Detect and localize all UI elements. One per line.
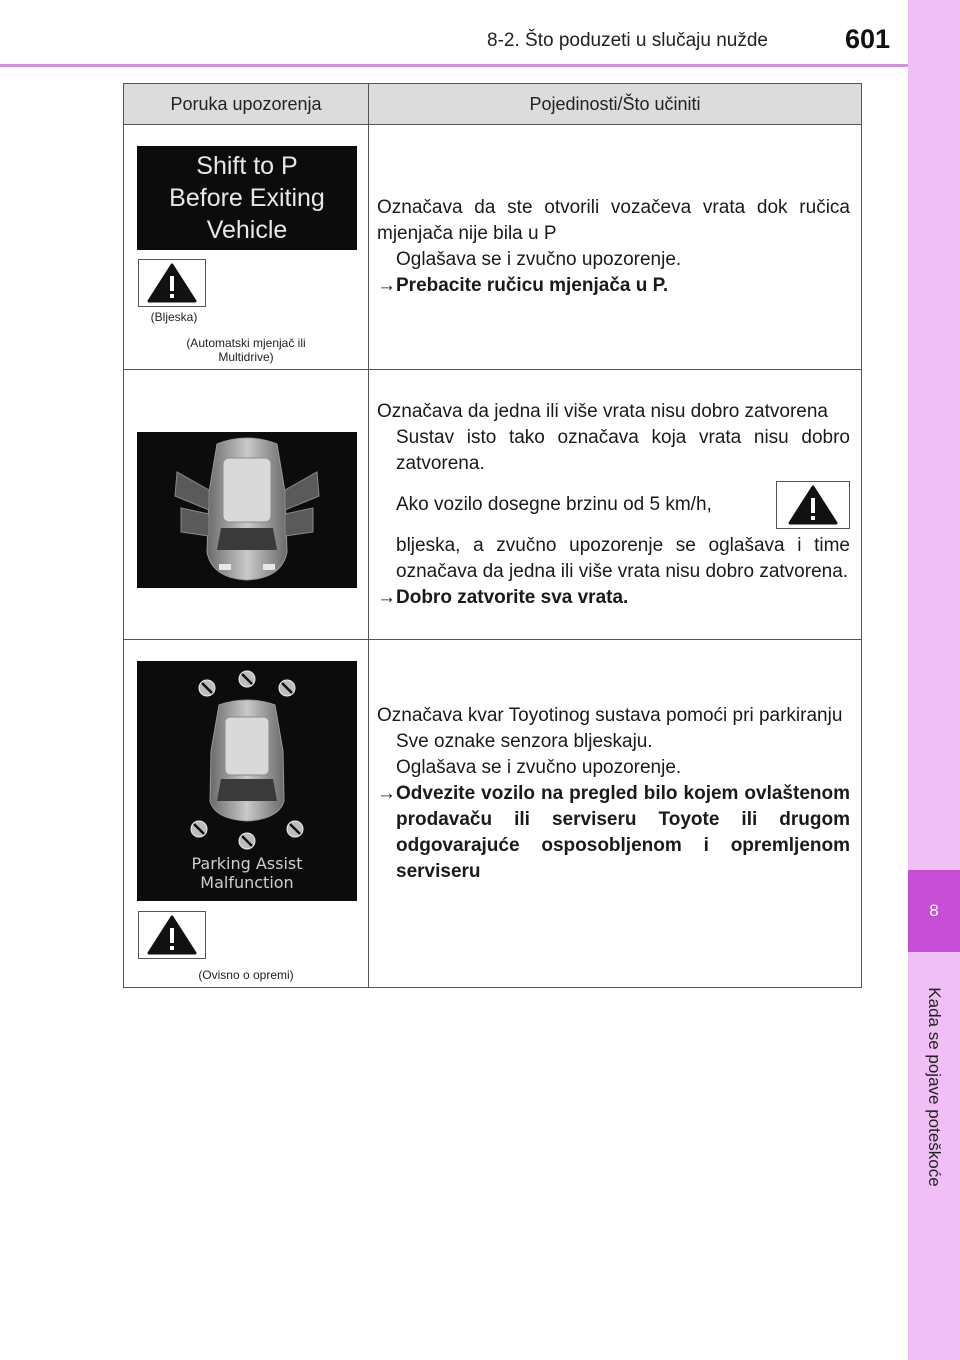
note-text: Oglašava se i zvučno upozorenje. — [396, 756, 682, 778]
description-text: Označava da ste otvorili vozačeva vrata dok ručica mjenjača nije bila u P — [377, 197, 850, 244]
details-cell — [369, 370, 861, 639]
condition-caption: (Automatski mjenjač ili Multidrive) — [186, 336, 306, 364]
action-text: Prebacite ručicu mjenjača u P. — [396, 275, 669, 296]
display-line: Parking Assist — [191, 854, 303, 873]
note-text: Sustav isto tako označava koja vrata nisu dobro zatvorena. — [396, 426, 850, 474]
speed-note-line — [377, 481, 850, 529]
column-header-message: Poruka upozorenja — [124, 84, 369, 124]
note-text: Ako vozilo dosegne brzinu od 5 km/h, — [396, 493, 712, 515]
warning-triangle-icon — [787, 484, 839, 526]
header-divider — [0, 64, 908, 67]
table-row — [124, 125, 861, 370]
table-header-row — [124, 84, 861, 125]
warning-message-table — [123, 83, 862, 988]
description-text: Označava kvar Toyotinog sustava pomoći pri parkiranju — [377, 704, 843, 726]
display-line: Malfunction — [200, 873, 294, 892]
warning-light-box — [138, 911, 206, 959]
details-cell — [369, 640, 861, 987]
warning-triangle-icon — [146, 262, 198, 304]
arrow-icon: → — [377, 275, 396, 296]
table-row — [124, 370, 861, 640]
flash-caption: (Bljeska) — [150, 310, 198, 324]
warning-triangle-icon — [146, 914, 198, 956]
condition-caption: (Ovisno o opremi) — [198, 968, 294, 982]
chapter-number-tab[interactable]: 8 — [908, 870, 960, 952]
door-open-display — [137, 432, 357, 588]
note-text: Oglašava se i zvučno upozorenje. — [396, 249, 682, 270]
car-doors-open-icon — [137, 432, 357, 588]
message-cell — [124, 640, 369, 987]
action-instruction — [377, 273, 850, 299]
action-text: Dobro zatvorite sva vrata. — [396, 586, 629, 608]
action-instruction — [377, 781, 850, 885]
message-cell — [124, 125, 369, 369]
column-header-details: Pojedinosti/Što učiniti — [529, 93, 701, 114]
parking-sensors-icon — [137, 661, 357, 901]
description-text: Označava da jedna ili više vrata nisu dobro zatvorena — [377, 400, 828, 422]
parking-assist-display — [137, 661, 357, 901]
table-row — [124, 640, 861, 987]
details-cell — [369, 125, 861, 369]
note-text: bljeska, a zvučno upozorenje se oglašava i time označava da jedna ili više vrata nisu dobro zatvorena. — [396, 534, 850, 582]
warning-light-box — [776, 481, 850, 529]
message-cell — [124, 370, 369, 639]
note-text: Sve oznake senzora bljeskaju. — [396, 730, 653, 752]
shift-to-p-display — [137, 146, 357, 250]
section-title: 8-2. Što poduzeti u slučaju nužde — [487, 30, 768, 51]
display-line: Before Exiting — [169, 184, 325, 212]
action-text: Odvezite vozilo na pregled bilo kojem ovlaštenom prodavaču ili serviseru Toyote ili drugom odgovarajuće osposobljenom i opremljenom serviseru — [396, 782, 850, 882]
arrow-icon: → — [377, 586, 396, 608]
display-line: Vehicle — [206, 216, 288, 244]
chapter-title-label: Kada se pojave poteškoće — [925, 987, 944, 1187]
page-number: 601 — [845, 24, 891, 54]
arrow-icon: → — [377, 782, 396, 804]
action-instruction — [377, 585, 850, 611]
display-line: Shift to P — [196, 152, 298, 180]
warning-light-box — [138, 259, 206, 307]
